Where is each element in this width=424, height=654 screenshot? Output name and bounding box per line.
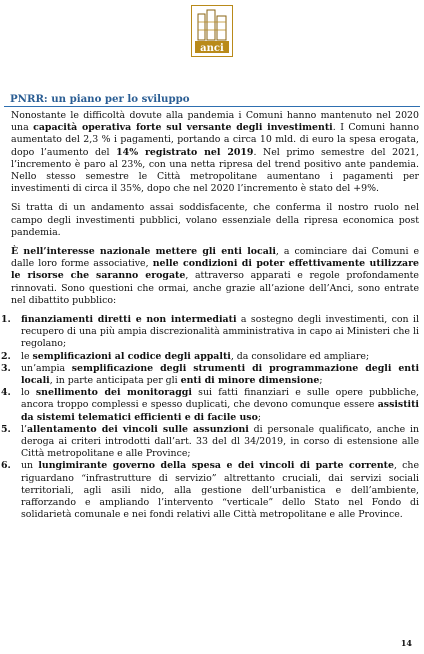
text: lo [21, 387, 36, 399]
emphasis: nelle condizioni di poter effettivamente utilizzare le risorse che saranno erogate [11, 258, 419, 282]
list-number: 6. [1, 460, 11, 472]
text: ; [257, 411, 262, 423]
text: . Nel primo semestre del 2021, l’incremento è paro al 23%, con una netta ripresa del trend positivo ante pandemia. Nello stesso semestre le Città metropolitane aumentano i pagamenti per investimenti di circa il 35%, dopo che nel 2020 l’incremento è stato del +9%. [11, 146, 419, 195]
emphasis: finanziamenti diretti e non intermediati [21, 314, 237, 326]
paragraph-investments [11, 110, 419, 195]
document-body [1, 110, 420, 522]
list-number: 4. [1, 387, 11, 399]
list-item [1, 460, 419, 521]
paragraph-national-interest [11, 246, 419, 307]
anci-logo [191, 5, 233, 57]
text: 14% registrato nel 2019 [116, 146, 254, 158]
text: un’ampia [21, 362, 72, 374]
text: sui fatti finanziari e sulle opere pubbliche, ancora troppo complessi e spesso duplicati, che devono comunque essere [21, 387, 419, 411]
text: Nonostante le difficoltà dovute alla pandemia i Comuni hanno mantenuto nel 2020 una [11, 110, 419, 134]
page-number: 14 [400, 638, 412, 648]
paragraph-role: Si tratta di un andamento assai soddisfacente, che conferma il nostro ruolo nel campo degli investimenti pubblici, volano essenziale della ripresa economica post pandemia. [11, 202, 419, 238]
list-number: 1. [1, 314, 11, 326]
list-item [1, 362, 420, 387]
emphasis: enti di minore dimensione [180, 375, 320, 387]
emphasis: allentamento dei vincoli sulle assunzioni [26, 423, 249, 435]
list-number: 3. [1, 362, 11, 374]
emphasis: capacità operativa forte sul versante degli investimenti [33, 122, 333, 134]
text: , in parte anticipata per gli [49, 375, 181, 387]
text: , attraverso apparati e regole profondamente rinnovati. Sono questioni che ormai, anche grazie all’azione dell’Anci, sono entrate nel dibattito pubblico: [11, 270, 419, 306]
text: , che riguardano “infrastrutture di servizio” altrettanto cruciali, dai servizi sociali territoriali, agli asili nido, alla gestione dell’urbanistica e dell’ambiente, rafforzando e ampliando l’intervento “verticale” dello Stato nel Fondo di solidarietà comunale e nei fondi relativi alle Città metropolitane e alle Province. [21, 460, 419, 521]
section-title: PNRR: un piano per lo sviluppo [10, 93, 190, 105]
emphasis: semplificazione degli strumenti di programmazione degli enti locali [21, 362, 420, 387]
anci-logo-emblem [192, 6, 232, 56]
text: a sostegno degli investimenti, con il recupero di una più ampia discrezionalità amministrativa in capo ai Ministeri che li regolano; [21, 314, 419, 350]
text: un [21, 460, 39, 472]
text: le [21, 350, 33, 362]
emphasis: È nell’interesse nazionale mettere gli enti locali [11, 246, 276, 258]
text: ; [319, 375, 323, 387]
list-number: 5. [1, 423, 11, 435]
emphasis: lungimirante governo della spesa e dei vincoli di parte corrente [38, 460, 394, 472]
text: , da consolidare ed ampliare; [230, 350, 370, 362]
text: , a cominciare dai Comuni e dalle loro forme associative, [11, 246, 419, 270]
list-item [1, 423, 419, 461]
text: di personale qualificato, anche in deroga ai criteri introdotti dall’art. 33 del dl 34/2019, in corso di estensione alle Città metropolitane e alle Province; [21, 423, 419, 460]
text: l’ [21, 423, 27, 435]
numbered-list [1, 314, 420, 521]
emphasis: snellimento dei monitoraggi [35, 387, 192, 399]
logo-text: anci [200, 43, 224, 54]
emphasis: semplificazioni al codice degli appalti [32, 350, 231, 362]
list-item [1, 314, 419, 351]
emphasis: assistiti da sistemi telematici efficienti e di facile uso [21, 399, 419, 423]
list-number: 2. [1, 350, 11, 362]
list-item [1, 350, 419, 363]
list-item [1, 387, 419, 424]
text: . I Comuni hanno aumentato del 2,3 % i pagamenti, portando a circa 10 mld. di euro la spesa erogata, dopo l’aumento del [11, 122, 419, 158]
